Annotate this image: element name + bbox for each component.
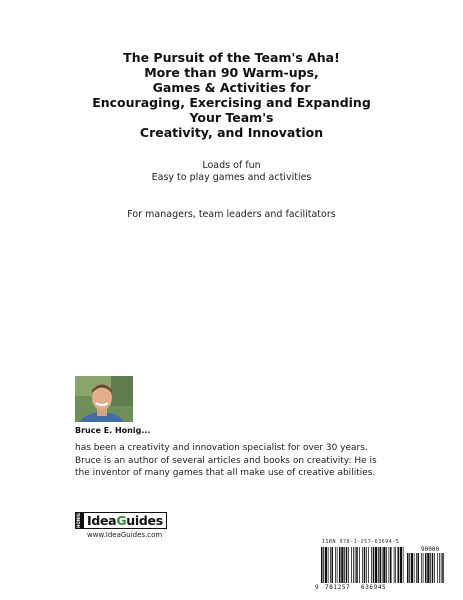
barcode-bar [395, 547, 396, 583]
barcode-bar [400, 547, 402, 583]
barcode-bar [386, 547, 387, 583]
barcode-bar [356, 547, 358, 583]
price-code: 90000 [421, 546, 440, 553]
barcode-bar [439, 553, 440, 583]
title-line: Your Team's [189, 110, 274, 125]
tagline: Loads of fun [202, 160, 261, 171]
barcode-bar [383, 547, 385, 583]
logo-uides: uides [126, 513, 163, 528]
tagline: Easy to play games and activities [151, 172, 312, 183]
barcode-bar [407, 553, 409, 583]
title-line: The Pursuit of the Team's Aha! [123, 50, 340, 65]
barcode-bar [351, 547, 352, 583]
barcode-bar [337, 547, 338, 583]
author-name: Bruce E. Honig... [75, 426, 151, 435]
barcode-bar [432, 553, 434, 583]
barcode-bar [442, 553, 444, 583]
title-line: Games & Activities for [152, 80, 311, 95]
barcode-bar [416, 553, 417, 583]
audience-line: For managers, team leaders and facilitators [127, 209, 336, 220]
barcode-bar [411, 553, 413, 583]
barcode-bar [380, 547, 382, 583]
logo-g: G [116, 513, 127, 528]
barcode-bar [362, 547, 363, 583]
barcode-bar [371, 547, 372, 583]
barcode-bar [409, 553, 410, 583]
barcode-bar [423, 553, 424, 583]
barcode-bar [325, 547, 327, 583]
logo-idea: Idea [87, 513, 117, 528]
barcode-bar [403, 547, 404, 583]
title-line: Encouraging, Exercising and Expanding [92, 95, 371, 110]
barcode-bar [330, 547, 331, 583]
barcode-bar [418, 553, 420, 583]
author-photo [75, 376, 133, 422]
barcode-bar [390, 547, 392, 583]
barcode-bar [341, 547, 343, 583]
barcode-bar [332, 547, 334, 583]
barcode-bar [373, 547, 375, 583]
logo-tag: HONIG [76, 513, 81, 528]
barcode-bar [382, 547, 383, 583]
barcode-bar [425, 553, 427, 583]
title-line: More than 90 Warm-ups, [144, 65, 319, 80]
title-line: Creativity, and Innovation [139, 125, 324, 140]
barcode-bar [378, 547, 379, 583]
barcode-bar [368, 547, 369, 583]
barcode-bar [364, 547, 366, 583]
barcode-bar [366, 547, 367, 583]
barcode-bar [394, 547, 395, 583]
barcode-bar [321, 547, 323, 583]
book-title [60, 50, 403, 140]
ean-first-digit: 9 [315, 584, 319, 590]
barcode-bar [437, 553, 438, 583]
barcode-bar [344, 547, 345, 583]
barcode-bar [430, 553, 431, 583]
taglines [60, 160, 403, 184]
barcode-bar [375, 547, 377, 583]
barcode-graphic [315, 545, 445, 590]
isbn-text: ISBN 978-1-257-63694-5 [322, 539, 400, 545]
barcode-bar [348, 547, 349, 583]
barcode-bar [359, 547, 360, 583]
barcode-bar [427, 553, 429, 583]
barcode-bar [398, 547, 400, 583]
barcode-bar [414, 553, 415, 583]
barcode-bar [346, 547, 348, 583]
ean-right-digits: 636945 [361, 584, 387, 590]
barcode-bar [339, 547, 341, 583]
barcode-bar [335, 547, 336, 583]
barcode-bar [323, 547, 324, 583]
barcode-bar [328, 547, 329, 583]
barcode [315, 545, 445, 590]
logo-wordmark [83, 512, 167, 529]
publisher-logo [75, 512, 167, 529]
publisher-url: www.IdeaGuides.com [87, 531, 163, 539]
barcode-bar [389, 547, 390, 583]
author-bio: has been a creativity and innovation specialist for over 30 years. Bruce is an author of several articles and books on creativity: He is the inventor of many games that all make use of creative abilities. [75, 443, 377, 478]
barcode-bar [434, 553, 435, 583]
barcode-bar [353, 547, 354, 583]
barcode-bar [421, 553, 422, 583]
barcode-bar [355, 547, 356, 583]
ean-left-digits: 781257 [325, 584, 351, 590]
barcode-bar [441, 553, 442, 583]
